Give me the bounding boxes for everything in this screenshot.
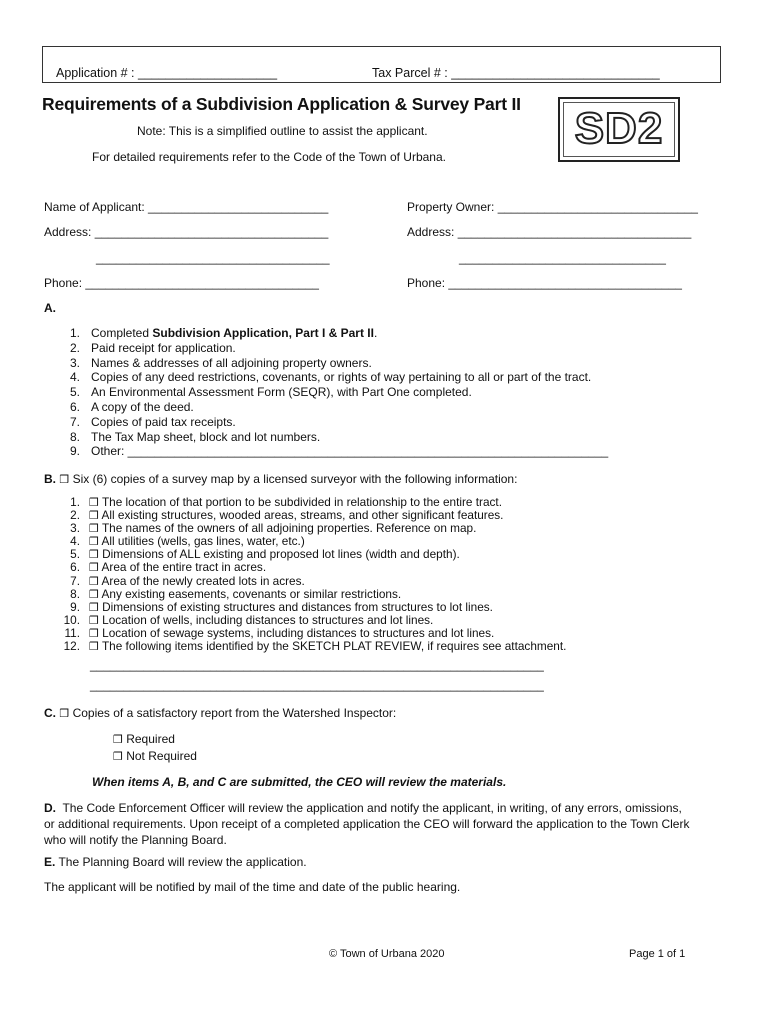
checkbox[interactable]: ❒ — [89, 496, 99, 509]
list-item: 6. A copy of the deed. — [69, 399, 194, 414]
checkbox[interactable]: ❒ — [89, 509, 99, 523]
applicant-address-field[interactable]: Address: ___________________________________ — [44, 225, 329, 239]
list-item: 5. An Environmental Assessment Form (SEQR), with Part One completed. — [69, 385, 472, 400]
section-e-label: E. — [44, 855, 56, 869]
applicant-name-field[interactable]: Name of Applicant: ___________________________ — [44, 200, 329, 214]
owner-address-field[interactable]: Address: ___________________________________ — [407, 225, 692, 239]
section-e-text: The Planning Board will review the application. — [58, 855, 307, 869]
list-item: 7. ❒ Area of the newly created lots in acres. — [70, 573, 305, 588]
sketch-plat-blank-1[interactable]: ____________________________________________________________________ — [90, 658, 544, 672]
list-item: 8. The Tax Map sheet, block and lot numbers. — [69, 429, 321, 444]
section-a-list — [60, 326, 608, 459]
section-d — [44, 800, 734, 848]
list-item: 10. ❒ Location of wells, including distances to structures and lot lines. — [63, 612, 434, 627]
applicant-address2-field[interactable]: ___________________________________ — [96, 251, 330, 265]
tax-parcel-field[interactable]: Tax Parcel # : ______________________________ — [372, 66, 660, 80]
checkbox[interactable]: ❒ — [59, 707, 70, 720]
checkbox[interactable]: ❒ — [59, 473, 70, 486]
list-item: 12. ❒ The following items identified by the SKETCH PLAT REVIEW, if requires see attachment. — [63, 639, 567, 654]
list-item: 7. Copies of paid tax receipts. — [69, 414, 236, 429]
form-badge — [558, 97, 680, 162]
list-item: 8. ❒ Any existing easements, covenants or similar restrictions. — [70, 586, 402, 601]
list-item: 3. Names & addresses of all adjoining property owners. — [69, 355, 372, 370]
checkbox[interactable]: ❒ — [113, 750, 123, 763]
list-item: 4. ❒ All utilities (wells, gas lines, water, etc.) — [70, 534, 305, 549]
section-d-line: The Code Enforcement Officer will review the application and notify the applicant, in writing, of any errors, omissions, — [62, 801, 682, 815]
section-b-list — [60, 496, 566, 653]
option-not-required[interactable] — [113, 749, 197, 763]
list-item: 11. ❒ Location of sewage systems, including distances to structures and lot lines. — [64, 625, 495, 640]
owner-address2-field[interactable]: _______________________________ — [459, 251, 666, 265]
note-text: Note: This is a simplified outline to assist the applicant. — [137, 124, 428, 138]
section-a-label: A. — [44, 301, 56, 315]
section-b-label: B. — [44, 472, 56, 486]
ceo-note: When items A, B, and C are submitted, the CEO will review the materials. — [92, 775, 507, 789]
checkbox[interactable]: ❒ — [89, 574, 99, 588]
section-b-text: Six (6) copies of a survey map by a licensed surveyor with the following information: — [72, 472, 518, 486]
owner-phone-field[interactable]: Phone: ___________________________________ — [407, 276, 682, 290]
list-item: 9. Other: ________________________________________________________________________ — [69, 444, 609, 459]
checkbox[interactable]: ❒ — [89, 600, 99, 614]
section-d-line: who will notify the Planning Board. — [44, 833, 227, 847]
list-item: 6. ❒ Area of the entire tract in acres. — [70, 560, 267, 575]
checkbox[interactable]: ❒ — [89, 535, 99, 549]
checkbox[interactable]: ❒ — [89, 613, 99, 627]
page-title: Requirements of a Subdivision Application & Survey Part II — [42, 94, 521, 114]
footer-page-number: Page 1 of 1 — [629, 948, 686, 960]
list-item: 4. Copies of any deed restrictions, covenants, or rights of way pertaining to all or part of the tract. — [69, 370, 592, 385]
list-item: 2. ❒ All existing structures, wooded areas, streams, and other significant features. — [70, 508, 504, 523]
checkbox[interactable]: ❒ — [89, 522, 99, 536]
other-field[interactable]: Other: ________________________________________________________________________ — [91, 444, 609, 459]
section-d-line: or additional requirements. Upon receipt of a completed application the CEO will forward the application to the Town Clerk — [44, 817, 690, 831]
section-b-intro — [44, 472, 517, 486]
list-item: 1. ❒ The location of that portion to be subdivided in relationship to the entire tract. — [70, 495, 502, 509]
notice-text: The applicant will be notified by mail of the time and date of the public hearing. — [44, 880, 461, 894]
checkbox[interactable]: ❒ — [89, 587, 99, 601]
list-item: 1. Completed Subdivision Application, Part I & Part II. — [69, 326, 378, 340]
footer-copyright: © Town of Urbana 2020 — [329, 948, 445, 960]
option-required[interactable] — [113, 732, 175, 746]
checkbox[interactable]: ❒ — [113, 733, 123, 746]
section-e — [44, 855, 307, 869]
checkbox[interactable]: ❒ — [89, 561, 99, 575]
checkbox[interactable]: ❒ — [89, 640, 99, 654]
list-item: 9. ❒ Dimensions of existing structures and distances from structures to lot lines. — [70, 599, 493, 614]
list-item: 2. Paid receipt for application. — [69, 340, 236, 355]
option-label: Not Required — [126, 749, 197, 763]
application-number-field[interactable]: Application # : ____________________ — [56, 66, 278, 80]
checkbox[interactable]: ❒ — [89, 626, 99, 640]
sketch-plat-blank-2[interactable]: ____________________________________________________________________ — [90, 678, 544, 692]
detail-text: For detailed requirements refer to the Code of the Town of Urbana. — [92, 150, 446, 164]
section-c-text: Copies of a satisfactory report from the Watershed Inspector: — [72, 706, 397, 720]
section-d-label: D. — [44, 801, 56, 815]
list-item: 5. ❒ Dimensions of ALL existing and proposed lot lines (width and depth). — [70, 547, 460, 562]
owner-name-field[interactable]: Property Owner: ______________________________ — [407, 200, 698, 214]
applicant-phone-field[interactable]: Phone: ___________________________________ — [44, 276, 319, 290]
section-c-intro — [44, 706, 396, 720]
form-badge-label: SD2 — [574, 104, 664, 153]
option-label: Required — [126, 732, 175, 746]
checkbox[interactable]: ❒ — [89, 548, 99, 562]
section-c-label: C. — [44, 706, 56, 720]
list-item: 3. ❒ The names of the owners of all adjoining properties. Reference on map. — [70, 521, 477, 536]
